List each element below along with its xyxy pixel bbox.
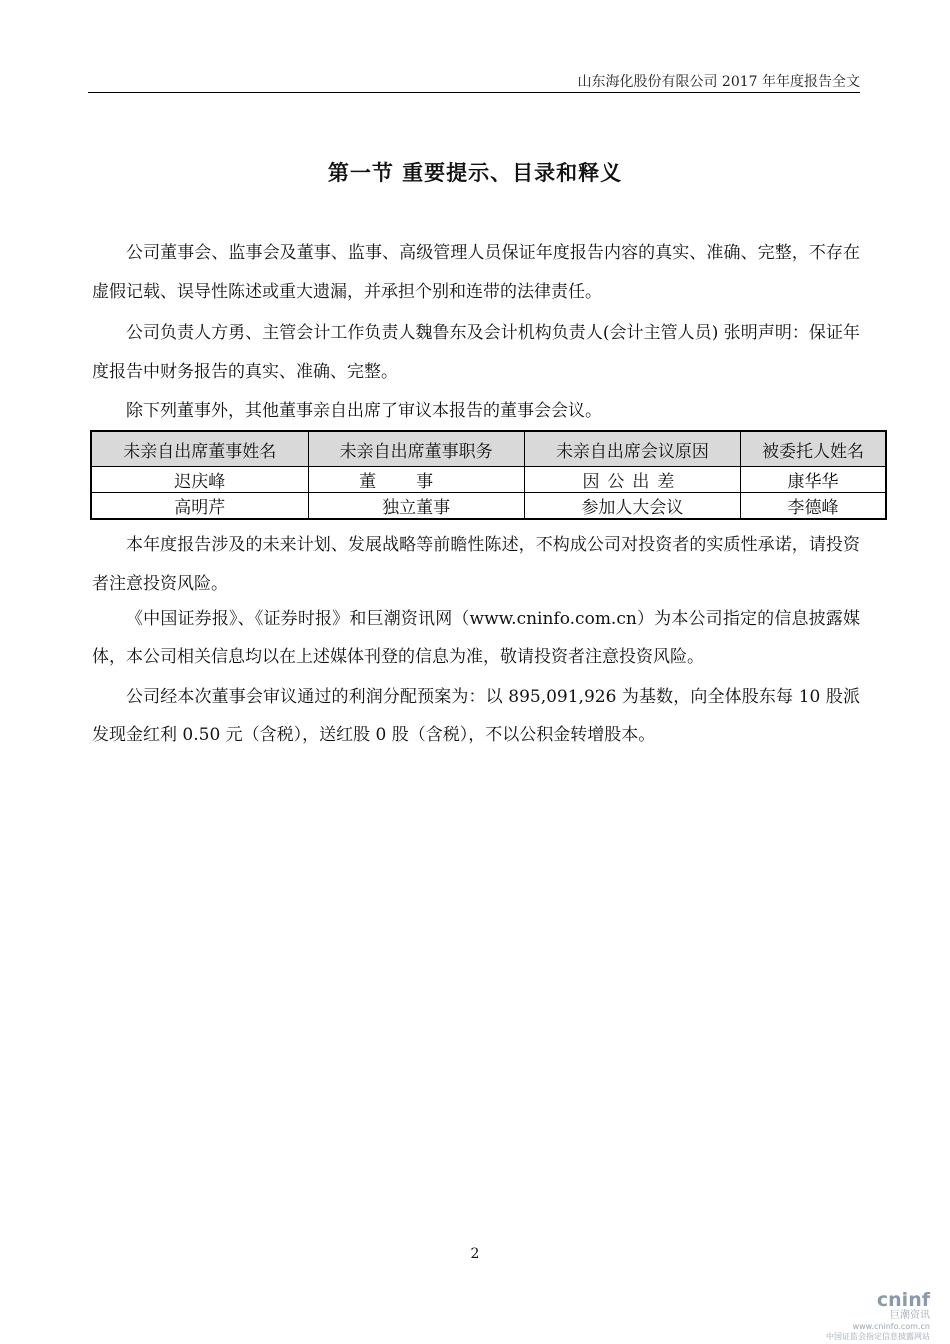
- cninfo-subtitle: 巨潮资讯: [890, 1310, 930, 1321]
- header-title: 山东海化股份有限公司 2017 年年度报告全文: [577, 74, 860, 90]
- header-divider: [88, 92, 860, 93]
- paragraph-profit-distribution: 公司经本次董事会审议通过的利润分配预案为：以 895,091,926 为基数，向全体股东每 10 股派发现金红利 0.50 元（含税），送红股 0 股（含税），不以公积金转增股本。: [92, 687, 860, 745]
- absence-reason: 参加人大会议: [524, 493, 740, 520]
- cninfo-url: www.cninfo.com.cn: [852, 1322, 930, 1331]
- director-position: 董事: [308, 467, 524, 493]
- section-title: 第一节 重要提示、目录和释义: [327, 161, 623, 185]
- table-header-cell: 未亲自出席会议原因: [524, 431, 740, 467]
- paragraph-disclosure-media: 《中国证券报》、《证券时报》和巨潮资讯网（www.cninfo.com.cn）为本公司指定的信息披露媒体，本公司相关信息均以在上述媒体刊登的信息为准，敬请投资者注意投资风险。: [92, 609, 860, 667]
- paragraph-forward-looking: 本年度报告涉及的未来计划、发展战略等前瞻性陈述，不构成公司对投资者的实质性承诺，请投资者注意投资风险。: [92, 535, 860, 594]
- director-position: 独立董事: [308, 493, 524, 520]
- cninfo-tagline: 中国证监会指定信息披露网站: [826, 1332, 930, 1341]
- director-name: 迟庆峰: [91, 467, 308, 493]
- table-header-cell: 未亲自出席董事职务: [308, 431, 524, 467]
- paragraph-attendance: 除下列董事外，其他董事亲自出席了审议本报告的董事会会议。: [126, 401, 602, 421]
- table-header-cell: 被委托人姓名: [741, 431, 886, 467]
- paragraph-responsibility: 公司董事会、监事会及董事、监事、高级管理人员保证年度报告内容的真实、准确、完整，不存在虚假记载、误导性陈述或重大遗漏，并承担个别和连带的法律责任。: [92, 243, 860, 302]
- table-row: [91, 467, 886, 493]
- cninfo-watermark: [820, 1290, 930, 1342]
- page-number: 2: [470, 1246, 480, 1262]
- absence-reason: 因公出差: [524, 467, 740, 493]
- table-row: [91, 493, 886, 520]
- absent-directors-table: [90, 430, 887, 520]
- table-header-row: [91, 431, 886, 467]
- proxy-name: 李德峰: [741, 493, 886, 520]
- proxy-name: 康华华: [741, 467, 886, 493]
- director-name: 高明芹: [91, 493, 308, 520]
- cninfo-logo: cninf: [876, 1289, 930, 1311]
- paragraph-financial-statement: 公司负责人方勇、主管会计工作负责人魏鲁东及会计机构负责人(会计主管人员) 张明声明：保证年度报告中财务报告的真实、准确、完整。: [92, 323, 860, 382]
- table-header-cell: 未亲自出席董事姓名: [91, 431, 308, 467]
